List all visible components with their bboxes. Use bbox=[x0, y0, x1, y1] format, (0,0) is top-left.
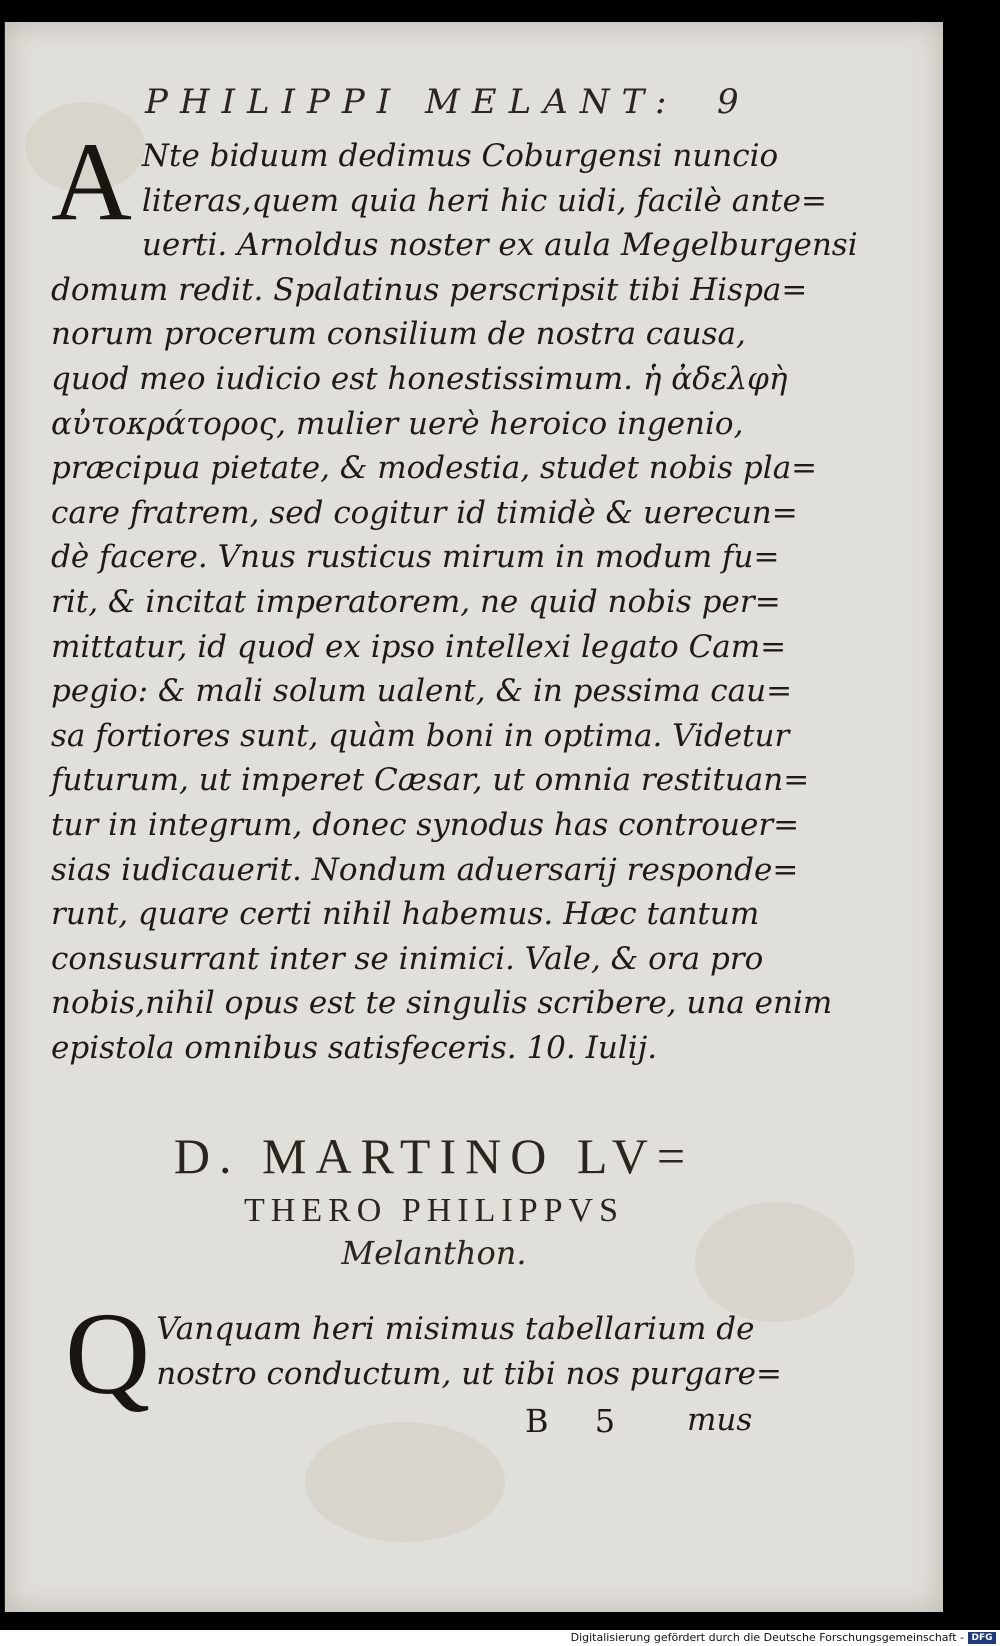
catchword: mus bbox=[687, 1402, 753, 1438]
drop-cap-initial: Q bbox=[65, 1288, 151, 1419]
text-line: quod meo iudicio est honestissimum. ἡ ἀδελφὴ bbox=[51, 360, 788, 397]
text-line: præcipua pietate, & modestia, studet nobis pla= bbox=[51, 450, 818, 487]
letter-heading-line-1: D. MARTINO LV= bbox=[173, 1128, 695, 1184]
drop-cap-initial: A bbox=[51, 120, 132, 244]
text-line: pegio: & mali solum ualent, & in pessima cau= bbox=[51, 673, 793, 710]
text-line: mittatur, id quod ex ipso intellexi legato Cam= bbox=[51, 628, 787, 665]
page-number: 9 bbox=[717, 82, 739, 122]
letter-heading-line-2: THERO PHILIPPVS bbox=[244, 1192, 624, 1229]
text-line: αὐτοκράτορος, mulier uerè heroico ingenio, bbox=[51, 405, 744, 442]
text-line: tur in integrum, donec synodus has controuer= bbox=[51, 806, 800, 843]
text-line: dè facere. Vnus rusticus mirum in modum fu= bbox=[51, 539, 780, 576]
text-line: nobis,nihil opus est te singulis scribere, una enim bbox=[51, 985, 833, 1022]
paper-stain bbox=[305, 1422, 505, 1542]
text-line: futurum, ut imperet Cæsar, ut omnia restituan= bbox=[51, 762, 810, 799]
footer-bar bbox=[0, 1630, 1000, 1646]
dfg-logo: DFG bbox=[968, 1632, 996, 1644]
text-line: epistola omnibus satisfeceris. 10. Iulij. bbox=[51, 1029, 658, 1066]
text-line: literas,quem quia heri hic uidi, facilè ante= bbox=[141, 182, 827, 219]
text-line: rit, & incitat imperatorem, ne quid nobis per= bbox=[51, 583, 781, 620]
text-line: sias iudicauerit. Nondum aduersarij responde= bbox=[51, 851, 799, 888]
letter-body-1 bbox=[51, 120, 858, 1070]
text-line: Nte biduum dedimus Coburgensi nuncio bbox=[141, 138, 779, 174]
footer-credit: Digitalisierung gefördert durch die Deutsche Forschungsgemeinschaft - bbox=[570, 1631, 964, 1644]
text-line: care fratrem, sed cogitur id timidè & uerecun= bbox=[51, 494, 798, 531]
letter-body-2 bbox=[65, 1288, 782, 1419]
text-line: domum redit. Spalatinus perscripsit tibi Hispa= bbox=[51, 271, 808, 308]
running-title: PHILIPPI MELANT: bbox=[145, 82, 679, 122]
text-line: consusurrant inter se inimici. Vale, & ora pro bbox=[51, 940, 764, 977]
letter-heading-line-3: Melanthon. bbox=[341, 1234, 527, 1272]
text-line: Vanquam heri misimus tabellarium de bbox=[156, 1311, 755, 1347]
text-line: uerti. Arnoldus noster ex aula Megelburgensi bbox=[141, 227, 858, 264]
book-page bbox=[4, 22, 943, 1612]
text-line: norum procerum consilium de nostra causa, bbox=[51, 316, 746, 353]
text-line: nostro conductum, ut tibi nos purgare= bbox=[156, 1355, 782, 1392]
signature-mark: B 5 bbox=[525, 1402, 634, 1440]
text-line: runt, quare certi nihil habemus. Hæc tantum bbox=[51, 896, 760, 933]
text-line: sa fortiores sunt, quàm boni in optima. Videtur bbox=[51, 717, 790, 754]
page-header bbox=[5, 82, 943, 122]
